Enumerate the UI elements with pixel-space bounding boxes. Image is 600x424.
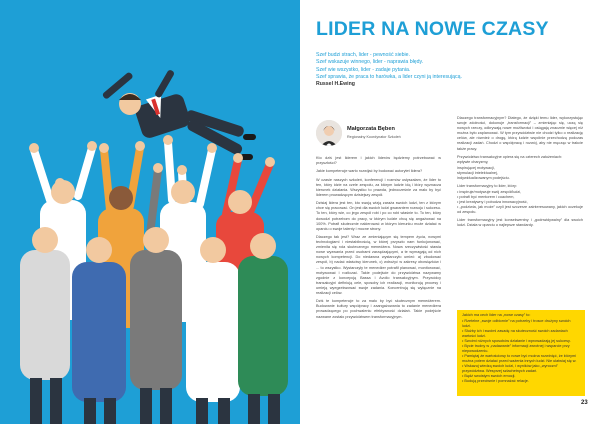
list-item: • potrafi być mentorem i coachem, bbox=[457, 194, 515, 199]
quote-line: Szef wskazuje winnego, lider - naprawia błędy. bbox=[316, 59, 424, 66]
quote-line: Szef wie wszystko, lider - zadaje pytania. bbox=[316, 66, 411, 73]
article-column-right bbox=[457, 116, 583, 232]
paragraph: Lider transformacyjny jest konsekwentny i „godnwidywalny” dla swoich ludzi. Działa w oparciu o najlepsze standardy. bbox=[457, 218, 583, 228]
article-column-left bbox=[316, 156, 441, 323]
list-item: • Pamiętaj że wartościowy to nowe być można rozwinięć, że którymi można potem działać przed ważenia innych ludzi. Nie ułatwiaj się w. bbox=[462, 353, 577, 363]
paragraph: Dziś te kompetencje to za mało by być skutecznym menedżerem. Budowanie kultury współpracy i zaangażowania to zadanie menedżera prowadzącego po pochwaleniu efektywność działań. Takie podejście nazwane zostało przywództwem transformacyjnym. bbox=[316, 299, 441, 319]
box-intro: Jakich ma cech lider na „nowe czasy” to: bbox=[462, 313, 531, 317]
list-item: indywidualizowanym podejściu. bbox=[457, 175, 510, 180]
list-item: • Bycie trudny w „nadawanie” informacji zwrotnej i wsparcie przy niepowodzeniu. bbox=[462, 343, 570, 353]
paragraph: Dlaczego tak jest? Wraz ze zmieniającym się tempem życia, nowymi technologiami i niestabilnością, w której przyszło nam funkcjonować, zmieniła się rola skutecznego menedżera. Nowa rzeczywistość stawia nowe wyzwania przed osobami zarządzającymi, a te wymagają od nich nowych kompetencji. Do niedawna wystarczyło umieć: a) zbudować zespół, b) nadać właściwy kierunek, c) wdrożyć w zakresy obowiązków i ... to wszystko. Wystarczyły te menedżer potrafił planować, monitorować, motywować i rozliczać. Takie podejście do przywództwa nazywamy zgodnie z koncepcją Bassa i Avolio transakcyjnym. Przywódcy transakcyjni definiują cele, sposoby ich realizacji, monitorują procesy i umieją wyegzekwować swoje zadania. Koncentrują się wyłącznie na realizacji celów. bbox=[316, 234, 441, 295]
quote-line: Szef sprawia, że praca to harówka, a lider czyni ją interesującą. bbox=[316, 73, 462, 80]
list-item: wpływie charyzmy, bbox=[457, 160, 489, 165]
foundations-list bbox=[457, 160, 583, 180]
list-item: • Bądź swoistym swoich emocji. bbox=[462, 373, 516, 378]
list-item: • Wskazuj wiedzą swoich ludzi, i wyników jako „wyroczni” przywództwa. Wesprzej szlachetnych zadań. bbox=[462, 363, 558, 373]
list-item: • Swoimi różnych sposobów działanie i wprowadzają jej sukcesy. bbox=[462, 338, 571, 343]
leader-traits-list bbox=[457, 190, 583, 215]
list-item: • Rzetelne „swoje odbiornie” na potrzeby i trosce drużyny swoich ludzi. bbox=[462, 318, 571, 328]
paragraph: W czasie naszych szkoleń, konferencji i rozmów usłyszałam, że lider to ten, który idzie na czele zespołu, za którym ludzie idą i który wyznacza kierunek działania. Wszystko to prawda, jednocześnie za mało by być liderem prowadzącym dzisiejszy zespół. bbox=[316, 177, 441, 197]
avatar bbox=[316, 120, 342, 146]
list-item: • Budują przeciwnie i pomnażać relacje. bbox=[462, 378, 529, 383]
paragraph: Dzisiaj lidera jest ten, kto swoją wizją zaraża swoich ludzi, ten z którym chce się pracować. On jest dla swoich ludzi gwarantem rozwoju i sukcesu. To ten, który wie, co jego zespół robi i po co robi właśnie to. To ten, który dowodzi potrzebom do pracy, w którym ludzie chcą się angażować na 100%. Potrafi skutecznie nakierować w którym kierunku może działać w oparciu o swoje talenty i mocne strony. bbox=[316, 201, 441, 231]
page-number: 23 bbox=[581, 400, 588, 406]
epigraph-quote bbox=[316, 52, 506, 88]
list-item: • „podziwia, jak może” czyli jest szczerze zainteresowany, jakich oczekuje od zespołu. bbox=[457, 204, 583, 214]
author-block bbox=[316, 120, 446, 150]
box-list bbox=[462, 319, 580, 384]
quote-line: Szef budzi strach, lider - pewność siebie. bbox=[316, 52, 410, 58]
quote-author: Russel H.Ewing bbox=[316, 81, 355, 88]
list-item: stymulacji intelektualnej, bbox=[457, 170, 498, 175]
article-page bbox=[300, 0, 600, 424]
paragraph: Jakie kompetencje warto rozwijać by budować autorytet lidera? bbox=[316, 169, 423, 174]
list-item: • jest kreatywny i pobudza innowacyjność, bbox=[457, 199, 528, 204]
list-heading: Lider transformacyjny to lider, który: bbox=[457, 184, 517, 188]
list-item: • inspiruje/motywuje swój zespół/ludzi, bbox=[457, 189, 522, 194]
list-heading: Przywództwo transakcyjne opiera się na czterech założeniach: bbox=[457, 154, 563, 159]
list-item: inspirującej motywacji, bbox=[457, 165, 495, 170]
author-role: Regionalny Koordynator Szkoleń bbox=[347, 135, 401, 139]
author-name: Małgorzata Bęben bbox=[347, 126, 395, 132]
highlight-box bbox=[457, 310, 585, 396]
paragraph: Kto dziś jest liderem i jakich liderów będziemy potrzebować w przyszłości? bbox=[316, 156, 441, 166]
paragraph: Dlaczego transformacyjnym? Dlatego, że dzięki temu lider, wykorzystując swoje zdolności, dokonuje „transformacji” – zmieniając się, uczą się nowych rzeczy, odkrywają nowe możliwości i osiągają znacznie więcej niż można było zaplanować. W tym przywództwie nie chodzi tylko o realizację celów, ale również o drogę, którą ludzie wspólnie przechodzą podczas realizacji zadań. Chodzi o współpracę i rozwój, aby nie męcząc w trakcie także pracy. bbox=[457, 116, 583, 151]
list-item: • Służby ich i swoimi zasadę na skuteczność swoich zadaniach wartości ludzi. bbox=[462, 328, 568, 338]
author-portrait-icon bbox=[316, 120, 342, 146]
tossed-leader-figure bbox=[102, 69, 256, 160]
article-title: LIDER NA NOWE CZASY bbox=[316, 18, 549, 40]
